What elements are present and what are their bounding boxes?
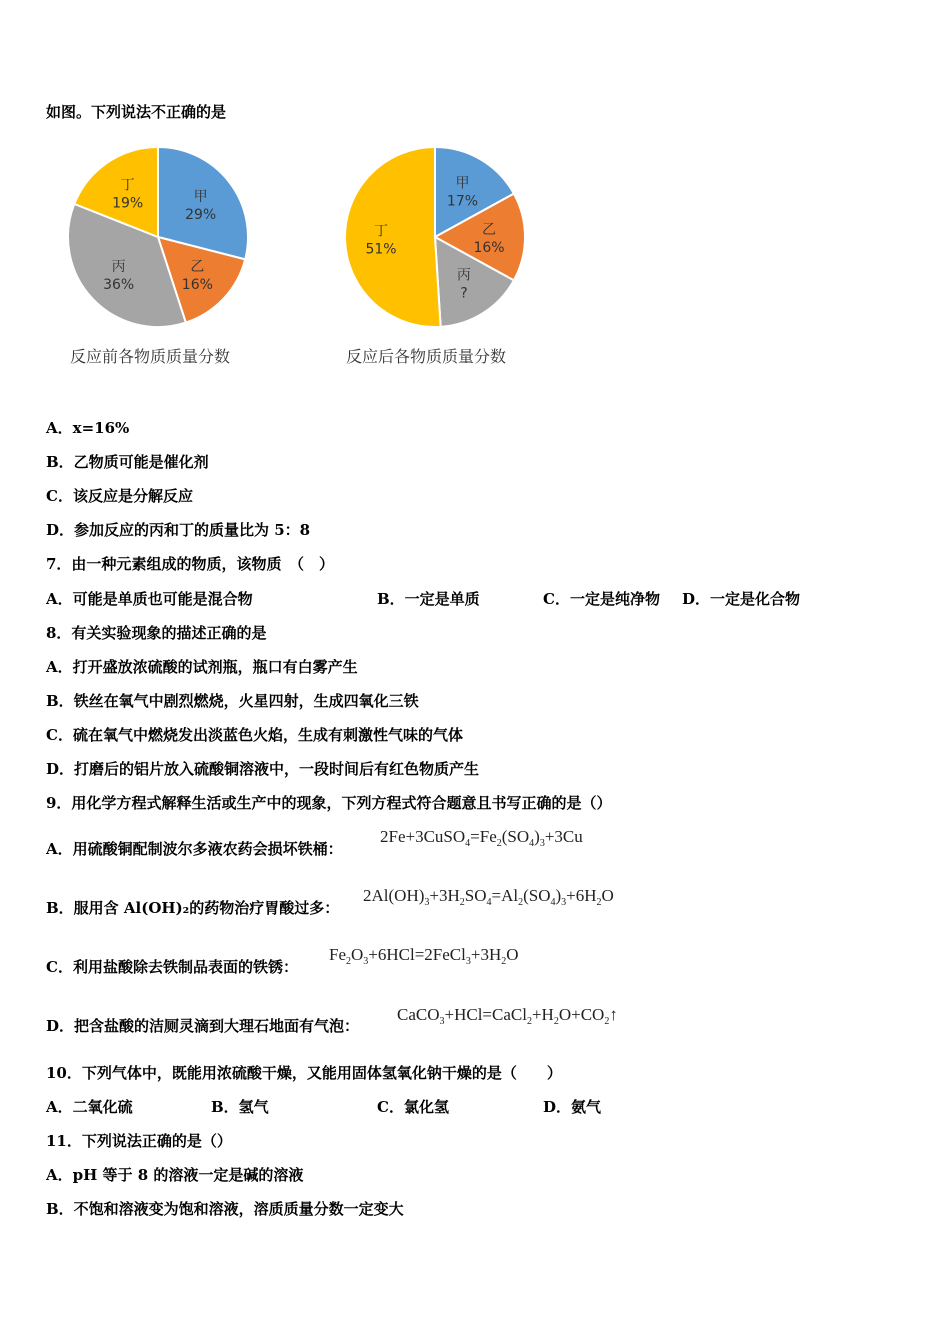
q10-option-b: B．氢气	[211, 1098, 269, 1116]
q11-option-a: A．pH 等于 8 的溶液一定是碱的溶液	[46, 1166, 304, 1184]
pie-slice-name: 丙	[111, 258, 126, 275]
pie-slice-name: 乙	[190, 258, 205, 275]
pie-chart-before	[58, 137, 258, 337]
pie-slice-label: 17%	[446, 193, 479, 210]
q9-equation-c: $Fe_2O_3+6HCl=2FeCl_3+3H_2O$	[329, 945, 519, 967]
pie-slice-label: 29%	[185, 206, 217, 223]
q10-option-a: A．二氧化硫	[46, 1098, 133, 1116]
q9-equation-b: $2Al(OH)_3+3H_2SO_4=Al_2(SO_4)_3+6H_2O$	[363, 886, 614, 908]
q9-option-d: D．把含盐酸的洁厕灵滴到大理石地面有气泡：	[46, 1017, 360, 1035]
q6-option-d: D．参加反应的丙和丁的质量比为 5：8	[46, 521, 311, 539]
pie-slice-label: 51%	[365, 241, 397, 258]
q10-option-d: D．氨气	[543, 1098, 602, 1116]
pie-caption-before: 反应前各物质质量分数	[70, 347, 231, 366]
q6-option-c: C．该反应是分解反应	[46, 487, 193, 505]
q8-option-b: B．铁丝在氧气中剧烈燃烧，火星四射，生成四氧化三铁	[46, 692, 419, 710]
pie-slice-name: 丁	[120, 177, 135, 194]
pie-slice-name: 乙	[482, 222, 496, 238]
pie-slice-name: 甲	[193, 188, 208, 205]
pie-slice-label: 16%	[181, 276, 213, 293]
q6-option-a: A．x=16%	[46, 419, 130, 437]
q9-option-a: A．用硫酸铜配制波尔多液农药会损坏铁桶：	[46, 840, 343, 858]
pie-slice-label: ?	[460, 285, 468, 302]
q9-option-b: B．服用含 Al(OH)₂的药物治疗胃酸过多：	[46, 899, 340, 917]
q8-option-a: A．打开盛放浓硫酸的试剂瓶，瓶口有白雾产生	[46, 658, 358, 676]
q7-option-c: C．一定是纯净物	[543, 590, 660, 608]
q9-stem: 9．用化学方程式解释生活或生产中的现象，下列方程式符合题意且书写正确的是（）	[46, 794, 612, 812]
q7-option-b: B．一定是单质	[377, 590, 480, 608]
q8-stem: 8．有关实验现象的描述正确的是	[46, 624, 267, 642]
q11-option-b: B．不饱和溶液变为饱和溶液，溶质质量分数一定变大	[46, 1200, 404, 1218]
q7-option-a: A．可能是单质也可能是混合物	[46, 590, 253, 608]
q9-equation-a: $2Fe+3CuSO_4=Fe_2(SO_4)_3+3Cu$	[380, 827, 583, 849]
q8-option-c: C．硫在氧气中燃烧发出淡蓝色火焰，生成有刺激性气味的气体	[46, 726, 463, 744]
q9-option-c: C．利用盐酸除去铁制品表面的铁锈：	[46, 958, 298, 976]
question-intro: 如图。下列说法不正确的是	[46, 103, 227, 121]
pie-slice-name: 丙	[456, 267, 471, 284]
pie-slice-name: 丁	[374, 223, 389, 240]
q10-stem: 10．下列气体中，既能用浓硫酸干燥，又能用固体氢氧化钠干燥的是（ ）	[46, 1064, 562, 1082]
pie-slice-label: 16%	[473, 240, 505, 256]
q6-option-b: B．乙物质可能是催化剂	[46, 453, 209, 471]
pie-chart-after	[335, 137, 535, 337]
pie-slice-label: 19%	[112, 195, 144, 212]
pie-slice-4	[345, 147, 441, 327]
q10-option-c: C．氯化氢	[377, 1098, 449, 1116]
pie-caption-after: 反应后各物质质量分数	[346, 347, 507, 366]
q8-option-d: D．打磨后的铝片放入硫酸铜溶液中，一段时间后有红色物质产生	[46, 760, 480, 778]
pie-slice-name: 甲	[455, 175, 470, 192]
q7-option-d: D．一定是化合物	[682, 590, 801, 608]
q9-equation-d: $CaCO_3+HCl=CaCl_2+H_2O+CO_2↑$	[397, 1005, 618, 1027]
pie-slice-label: 36%	[103, 276, 135, 293]
q7-stem: 7．由一种元素组成的物质，该物质 （ ）	[46, 555, 334, 573]
q11-stem: 11．下列说法正确的是（）	[46, 1132, 232, 1150]
